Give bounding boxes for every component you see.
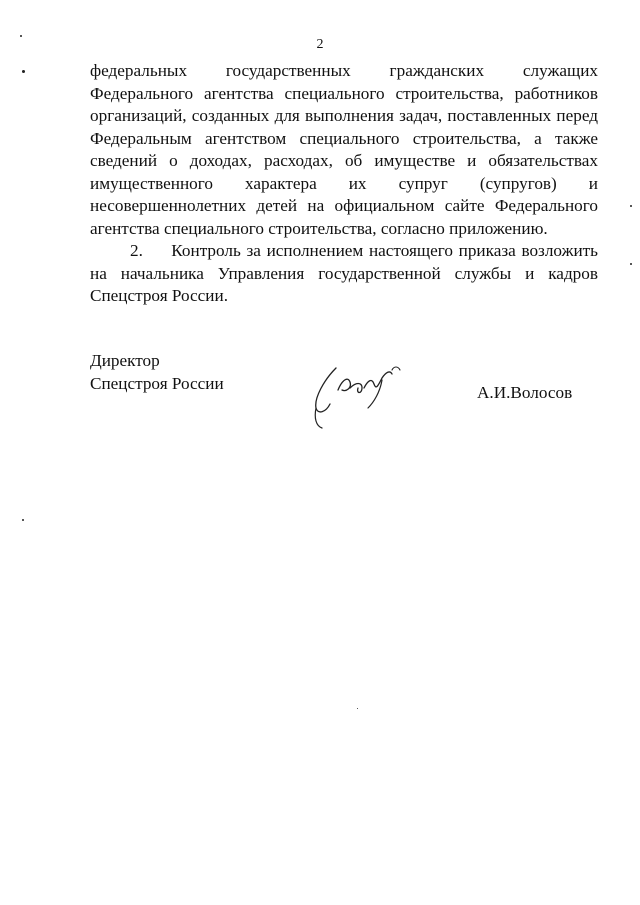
paragraph-continuation: федеральных государственных гражданских служащих Федерального агентства специального строительства, работников организаций, созданных для выполнения задач, поставленных перед Федеральным агентством специального строительства, а также сведений о доходах, расходах, об имуществе и обязательствах имущественного характера их супруг (супругов) и несовершеннолетних детей на официальном сайте Федерального агентства специального строительства, согласно приложению.	[90, 61, 598, 238]
scan-speck	[20, 35, 22, 37]
scan-speck	[22, 519, 24, 521]
handwritten-signature	[308, 360, 418, 435]
document-body	[90, 60, 598, 308]
signatory-position	[90, 350, 224, 395]
scan-speck	[22, 70, 25, 73]
signatory-title: Директор	[90, 351, 160, 370]
paragraph-item-2: 2. Контроль за исполнением настоящего приказа возложить на начальника Управления государственной службы и кадров Спецстроя России.	[90, 241, 598, 305]
scan-speck	[630, 205, 632, 207]
page-number: 2	[316, 37, 324, 52]
scan-speck	[630, 263, 632, 265]
signatory-organization: Спецстроя России	[90, 373, 224, 393]
scan-speck	[357, 708, 358, 709]
signatory-name: А.И.Волосов	[477, 383, 573, 402]
